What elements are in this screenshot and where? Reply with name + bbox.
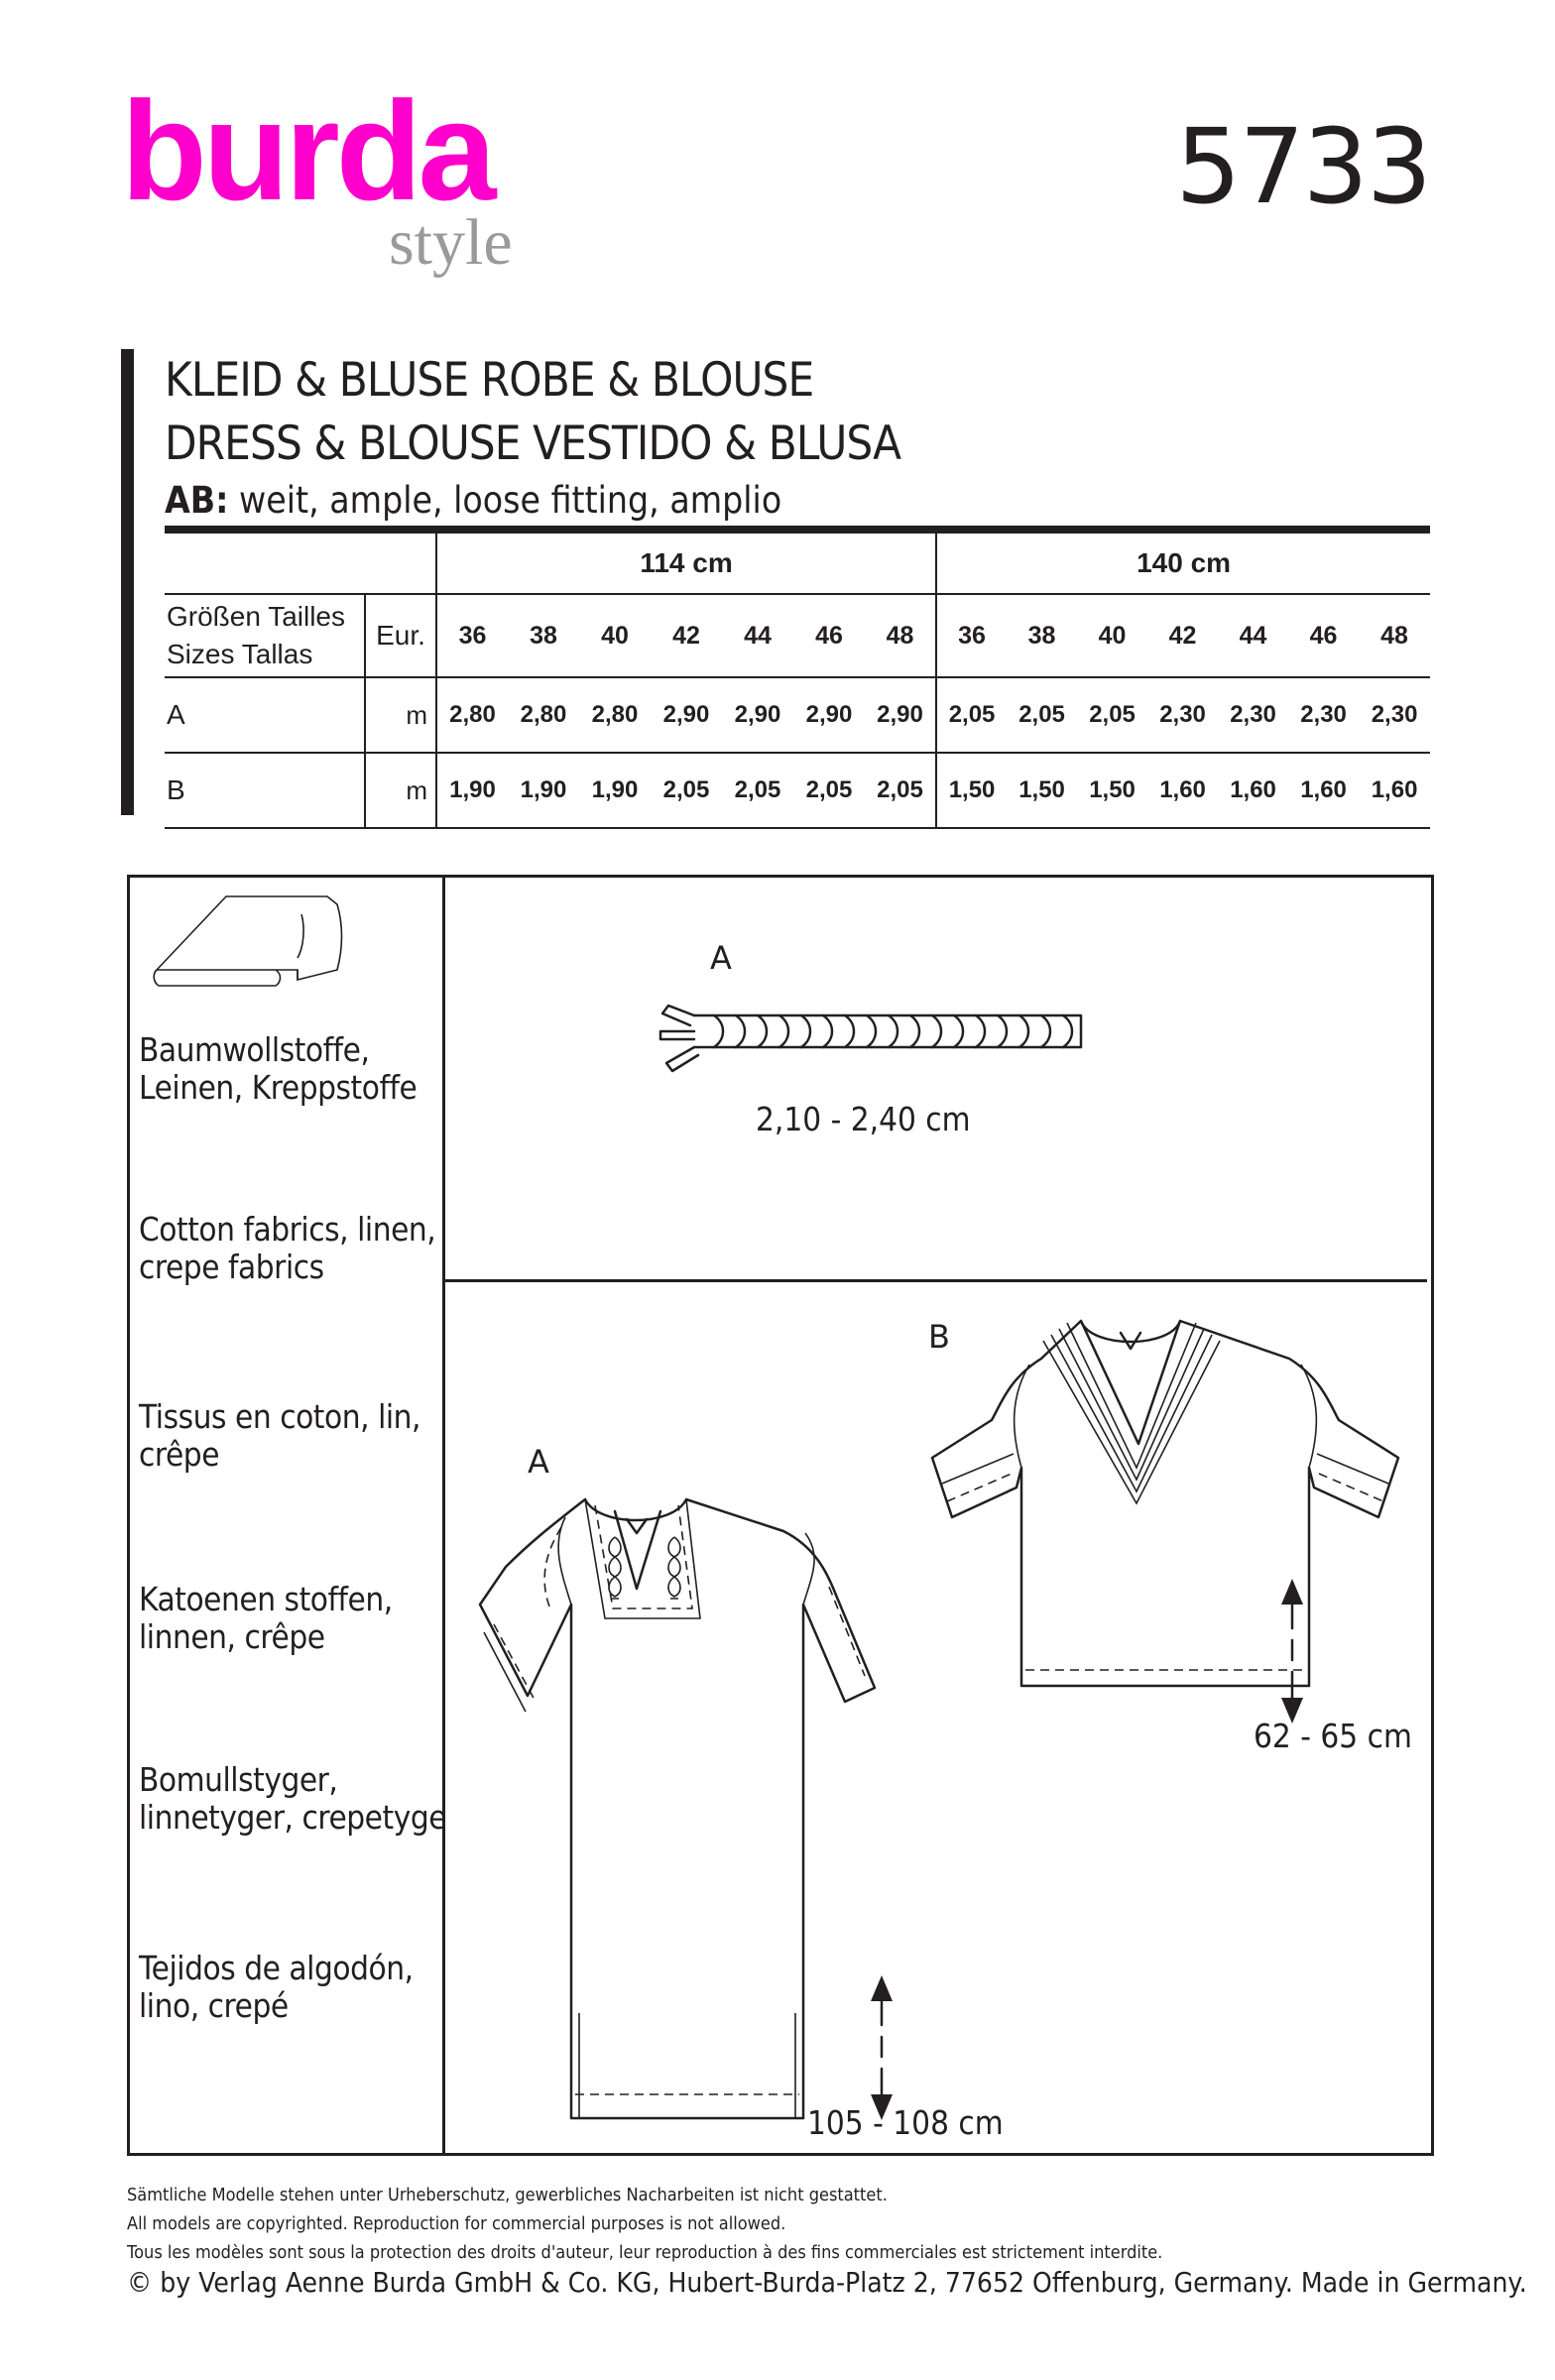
- size-cell: 36: [936, 594, 1007, 677]
- unit-label: m: [365, 677, 436, 753]
- size-label: [165, 594, 365, 677]
- length-arrow-a: [867, 1973, 897, 2122]
- unit-label: m: [365, 753, 436, 828]
- size-cell: 48: [865, 594, 936, 677]
- row-label-b: B: [165, 753, 365, 828]
- yardage-cell: 2,05: [1077, 677, 1147, 753]
- yardage-table: [165, 526, 1430, 829]
- view-label-b: B: [928, 1318, 950, 1356]
- pattern-number: 5733: [1175, 106, 1430, 227]
- yardage-cell: 1,90: [579, 753, 651, 828]
- fabric-line: crepe fabrics: [139, 1248, 324, 1286]
- fabric-line: Tejidos de algodón,: [139, 1949, 414, 1987]
- yardage-cell: 2,80: [508, 677, 579, 753]
- yardage-cell: 1,90: [436, 753, 508, 828]
- yardage-cell: 2,90: [722, 677, 793, 753]
- legal-text-en: All models are copyrighted. Reproduction for commercial purposes is not allowed.: [127, 2213, 786, 2234]
- yardage-cell: 2,90: [865, 677, 936, 753]
- view-label-a: A: [528, 1443, 549, 1481]
- yardage-cell: 2,30: [1359, 677, 1430, 753]
- yardage-cell: 2,90: [793, 677, 865, 753]
- size-cell: 44: [1218, 594, 1288, 677]
- yardage-cell: 2,05: [793, 753, 865, 828]
- yardage-cell: 1,50: [936, 753, 1007, 828]
- size-cell: 48: [1359, 594, 1430, 677]
- legal-text-fr: Tous les modèles sont sous la protection des droits d'auteur, leur reproduction à des fins commerciales est strictement interdite.: [127, 2242, 1163, 2263]
- yardage-cell: 2,30: [1288, 677, 1359, 753]
- size-cell: 42: [651, 594, 722, 677]
- fabric-line: Katoenen stoffen,: [139, 1580, 393, 1618]
- fabric-line: Baumwollstoffe,: [139, 1030, 370, 1069]
- yardage-cell: 1,90: [508, 753, 579, 828]
- row-label-a: A: [165, 677, 365, 753]
- fabric-bolt-icon: [149, 889, 347, 998]
- title-line-1: KLEID & BLUSE ROBE & BLOUSE: [165, 353, 814, 408]
- fit-text: weit, ample, loose fitting, amplio: [228, 479, 782, 522]
- title-bar-accent: [121, 349, 134, 815]
- fabric-line: Tissus en coton, lin,: [139, 1397, 421, 1436]
- size-label-line-1: Größen Tailles: [167, 601, 346, 632]
- eur-label: Eur.: [365, 594, 436, 677]
- yardage-cell: 2,05: [651, 753, 722, 828]
- size-cell: 38: [508, 594, 579, 677]
- fabric-text-en: [139, 1211, 435, 1286]
- yardage-cell: 2,05: [722, 753, 793, 828]
- table-row-view-a: [165, 677, 1430, 753]
- fabric-text-de: [139, 1031, 417, 1107]
- fabric-text-nl: [139, 1581, 393, 1656]
- yardage-cell: 1,60: [1218, 753, 1288, 828]
- yardage-cell: 2,30: [1218, 677, 1288, 753]
- fabric-text-fr: [139, 1398, 420, 1474]
- size-cell: 44: [722, 594, 793, 677]
- size-cell: 40: [1077, 594, 1147, 677]
- notion-label-a: A: [710, 939, 732, 977]
- table-header-widths: [165, 530, 1430, 594]
- blouse-b-length-measure: 62 - 65 cm: [1254, 1717, 1412, 1755]
- fabric-line: Leinen, Kreppstoffe: [139, 1068, 418, 1107]
- blouse-b-illustration: [863, 1309, 1418, 1706]
- size-cell: 46: [793, 594, 865, 677]
- yardage-cell: 2,05: [936, 677, 1007, 753]
- yardage-cell: 1,50: [1077, 753, 1147, 828]
- yardage-cell: 2,80: [436, 677, 508, 753]
- frame-divider-horizontal: [445, 1279, 1427, 1282]
- fabric-line: Bomullstyger,: [139, 1760, 338, 1799]
- title-line-2: DRESS & BLOUSE VESTIDO & BLUSA: [165, 416, 901, 471]
- yardage-cell: 1,60: [1147, 753, 1218, 828]
- width-header-114: 114 cm: [436, 530, 936, 594]
- fabric-line: linnen, crêpe: [139, 1617, 325, 1656]
- size-cell: 36: [436, 594, 508, 677]
- frame-divider-vertical: [442, 878, 445, 2153]
- dress-a-length-measure: 105 - 108 cm: [807, 2103, 1004, 2142]
- yardage-cell: 2,90: [651, 677, 722, 753]
- yardage-cell: 1,50: [1007, 753, 1077, 828]
- size-cell: 38: [1007, 594, 1077, 677]
- fit-label: AB:: [165, 479, 229, 522]
- legal-text-de: Sämtliche Modelle stehen unter Urheberschutz, gewerbliches Nacharbeiten ist nicht gestattet.: [127, 2185, 888, 2205]
- fabric-line: crêpe: [139, 1435, 220, 1474]
- size-cell: 46: [1288, 594, 1359, 677]
- length-arrow-b: [1277, 1577, 1307, 1726]
- fabric-line: linnetyger, crepetyge: [139, 1798, 447, 1837]
- size-label-line-2: Sizes Tallas: [167, 639, 313, 669]
- fabric-line: Cotton fabrics, linen,: [139, 1210, 436, 1249]
- fabric-line: lino, crepé: [139, 1986, 289, 2025]
- size-cell: 40: [579, 594, 651, 677]
- copyright-line: © by Verlag Aenne Burda GmbH & Co. KG, Hubert-Burda-Platz 2, 77652 Offenburg, Germany. Made in Germany.: [127, 2266, 1527, 2299]
- width-header-140: 140 cm: [936, 530, 1430, 594]
- dress-a-illustration: [466, 1458, 902, 2132]
- twisted-cord-icon: [655, 1002, 1091, 1081]
- yardage-cell: 2,05: [1007, 677, 1077, 753]
- table-corner-eur: [365, 530, 436, 594]
- table-row-view-b: [165, 753, 1430, 828]
- fabric-text-es: [139, 1950, 414, 2025]
- yardage-cell: 1,60: [1359, 753, 1430, 828]
- fabric-text-sv: [139, 1761, 446, 1837]
- yardage-cell: 2,05: [865, 753, 936, 828]
- table-row-sizes: [165, 594, 1430, 677]
- burda-logo: burda: [121, 72, 493, 230]
- yardage-cell: 2,80: [579, 677, 651, 753]
- yardage-cell: 1,60: [1288, 753, 1359, 828]
- style-logo-text: style: [389, 206, 513, 279]
- fit-description: [165, 479, 782, 522]
- yardage-cell: 2,30: [1147, 677, 1218, 753]
- table-corner: [165, 530, 365, 594]
- cord-length-measure: 2,10 - 2,40 cm: [756, 1100, 971, 1138]
- size-cell: 42: [1147, 594, 1218, 677]
